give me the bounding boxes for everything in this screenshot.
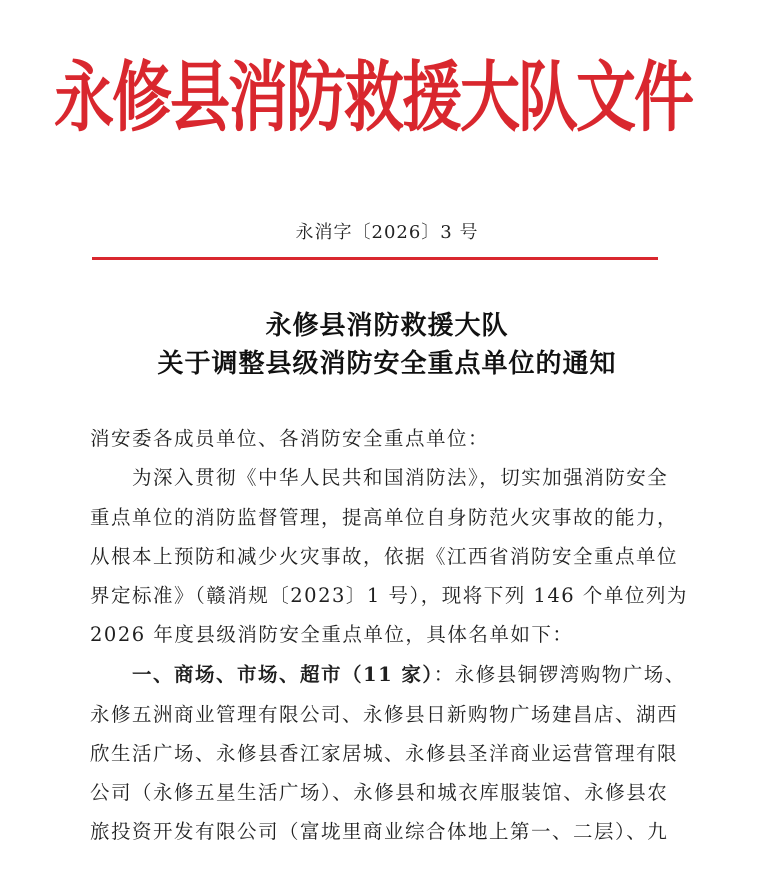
masthead-title: 永修县消防救援大队文件 <box>54 53 692 144</box>
document-number: 永消字〔2026〕3 号 <box>295 222 479 243</box>
paragraph-line: 从根本上预防和减少火灾事故，依据《江西省消防安全重点单位 <box>90 545 679 568</box>
paragraph-line: 界定标准》（赣消规〔2023〕1 号），现将下列 146 个单位列为 <box>90 584 688 607</box>
section-line: 旅投资开发有限公司（富垅里商业综合体地上第一、二层）、九 <box>90 820 669 843</box>
salutation: 消安委各成员单位、各消防安全重点单位： <box>90 427 490 450</box>
section-line: 永修五洲商业管理有限公司、永修县日新购物广场建昌店、湖西 <box>90 703 679 726</box>
section-first-line-rest: ：永修县铜锣湾购物广场、 <box>433 663 686 686</box>
section-line: 欣生活广场、永修县香江家居城、永修县圣洋商业运营管理有限 <box>90 742 679 765</box>
section-line: 公司（永修五星生活广场）、永修县和城衣库服装馆、永修县农 <box>90 781 669 804</box>
paragraph-line: 2026 年度县级消防安全重点单位，具体名单如下： <box>90 623 574 646</box>
notice-title-line-1: 永修县消防救援大队 <box>265 311 509 341</box>
paragraph-line: 为深入贯彻《中华人民共和国消防法》，切实加强消防安全 <box>132 466 669 489</box>
section-heading: 一、商场、市场、超市（11 家） <box>132 663 434 686</box>
section-heading-line <box>132 662 686 688</box>
red-divider-line <box>92 257 658 260</box>
notice-title-line-2: 关于调整县级消防安全重点单位的通知 <box>157 349 617 379</box>
paragraph-line: 重点单位的消防监督管理，提高单位自身防范火灾事故的能力， <box>90 506 679 529</box>
